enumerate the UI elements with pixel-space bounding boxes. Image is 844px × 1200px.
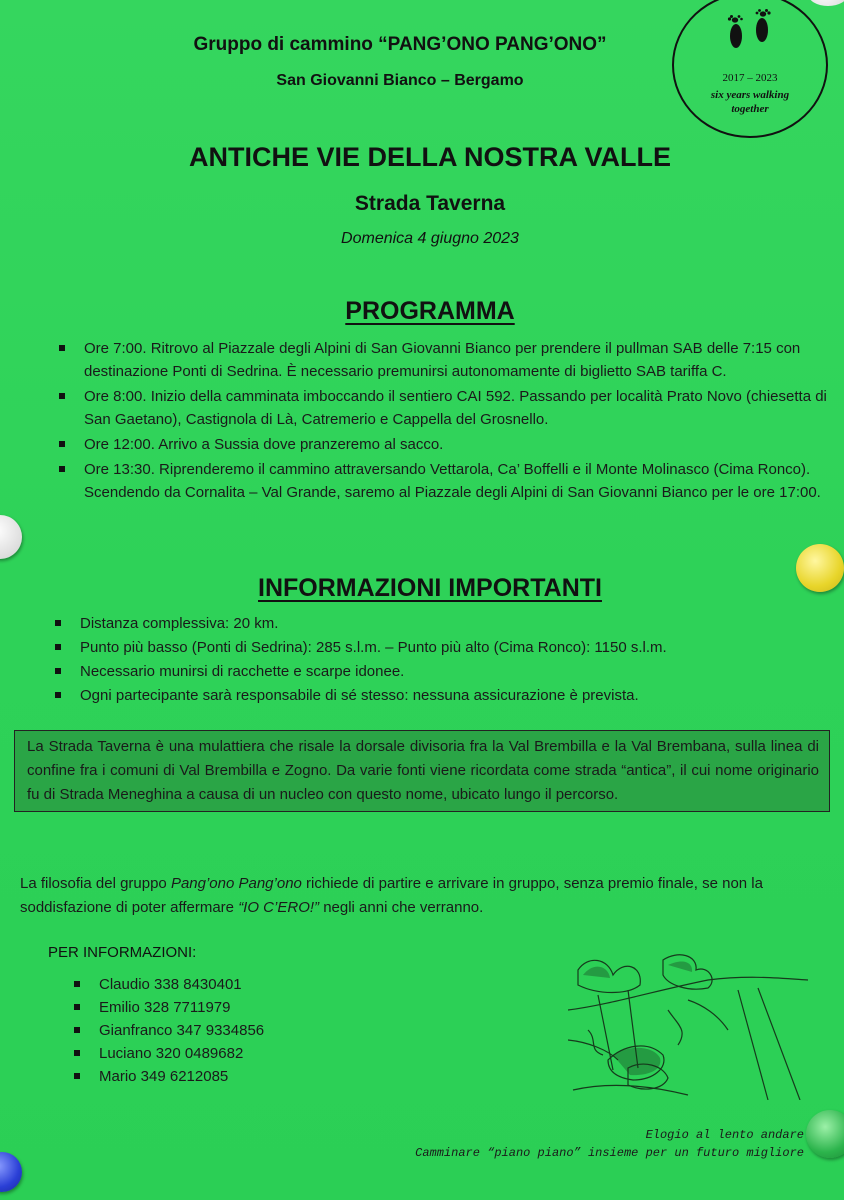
bullet-icon: [74, 1073, 80, 1079]
contact-item: Gianfranco 347 9334856: [99, 1019, 399, 1042]
group-title: Gruppo di cammino “PANG’ONO PANG’ONO”: [193, 34, 607, 55]
contact-item: Claudio 338 8430401: [99, 973, 399, 996]
group-philosophy: La filosofia del gruppo Pang’ono Pang’ono richiede di partire e arrivare in gruppo, senza premio finale, se non la soddisfazione di poter affermare “IO C’ERO!” negli anni che verranno.: [20, 875, 763, 916]
bullet-icon: [55, 668, 61, 674]
motto-line-2: Camminare “piano piano” insieme per un futuro migliore: [415, 1146, 804, 1160]
list-item: Distanza complessiva: 20 km.: [80, 612, 830, 635]
programma-list: [84, 337, 830, 506]
bullet-icon: [55, 644, 61, 650]
list-item: Punto più basso (Ponti di Sedrina): 285 s.l.m. – Punto più alto (Cima Ronco): 1150 s.l.m.: [80, 636, 830, 659]
list-item: Ore 7:00. Ritrovo al Piazzale degli Alpini di San Giovanni Bianco per prendere il pullman SAB delle 7:15 con destinazione Ponti di Sedrina. È necessario premunirsi autonomamente di biglietto SAB tariffa C.: [84, 337, 830, 383]
event-date: Domenica 4 giugno 2023: [341, 230, 519, 247]
contact-item: Luciano 320 0489682: [99, 1042, 399, 1065]
bullet-icon: [59, 345, 65, 351]
logo-caption: six years walking together: [710, 89, 790, 115]
event-subtitle: Strada Taverna: [354, 192, 506, 215]
contact-item: Mario 349 6212085: [99, 1065, 399, 1088]
list-item: Ore 13:30. Riprenderemo il cammino attraversando Vettarola, Ca’ Boffelli e il Monte Molinasco (Cima Ronco). Scendendo da Cornalita – Val Grande, saremo al Piazzale degli Alpini di San Giovanni Bianco per le ore 17:00.: [84, 458, 830, 504]
route-description-box: La Strada Taverna è una mulattiera che risale la dorsale divisoria fra la Val Brembilla e la Val Brembana, sulla linea di confine fra i comuni di Val Brembilla e Zogno. Da varie fonti viene ricordata come strada “antica”, il cui nome originario fu di Strada Meneghina a causa di un nucleo con questo nome, ubicato lungo il percorso.: [14, 730, 830, 812]
contacts-title: PER INFORMAZIONI:: [48, 944, 197, 961]
bullet-icon: [55, 620, 61, 626]
bullet-icon: [59, 393, 65, 399]
walking-feet-sketch-icon: [568, 950, 808, 1100]
bullet-icon: [74, 981, 80, 987]
programma-heading: PROGRAMMA: [345, 297, 515, 325]
list-item: Ore 12:00. Arrivo a Sussia dove pranzeremo al sacco.: [84, 433, 830, 456]
group-name: Pang’ono Pang’ono: [170, 875, 302, 892]
bullet-icon: [59, 441, 65, 447]
event-title: ANTICHE VIE DELLA NOSTRA VALLE: [188, 142, 671, 172]
bullet-icon: [55, 692, 61, 698]
bullet-icon: [74, 1050, 80, 1056]
list-item: Ogni partecipante sarà responsabile di sé stesso: nessuna assicurazione è prevista.: [80, 684, 830, 707]
motto: [300, 1126, 804, 1162]
informazioni-list: [80, 612, 830, 708]
group-location: San Giovanni Bianco – Bergamo: [276, 72, 524, 89]
motto-line-1: Elogio al lento andare: [645, 1128, 804, 1142]
list-item: Ore 8:00. Inizio della camminata imboccando il sentiero CAI 592. Passando per località Prato Novo (chiesetta di San Gaetano), Castignola di Là, Catremerio e Cappella del Grosnello.: [84, 385, 830, 431]
list-item: Necessario munirsi di racchette e scarpe idonee.: [80, 660, 830, 683]
bullet-icon: [59, 466, 65, 472]
logo-years: 2017 – 2023: [722, 72, 778, 84]
contacts-list: [99, 973, 399, 1088]
bullet-icon: [74, 1004, 80, 1010]
io-cero-quote: “IO C’ERO!”: [238, 899, 320, 916]
footprints-icon: [718, 6, 782, 54]
bullet-icon: [74, 1027, 80, 1033]
contact-item: Emilio 328 7711979: [99, 996, 399, 1019]
informazioni-heading: INFORMAZIONI IMPORTANTI: [258, 574, 602, 602]
